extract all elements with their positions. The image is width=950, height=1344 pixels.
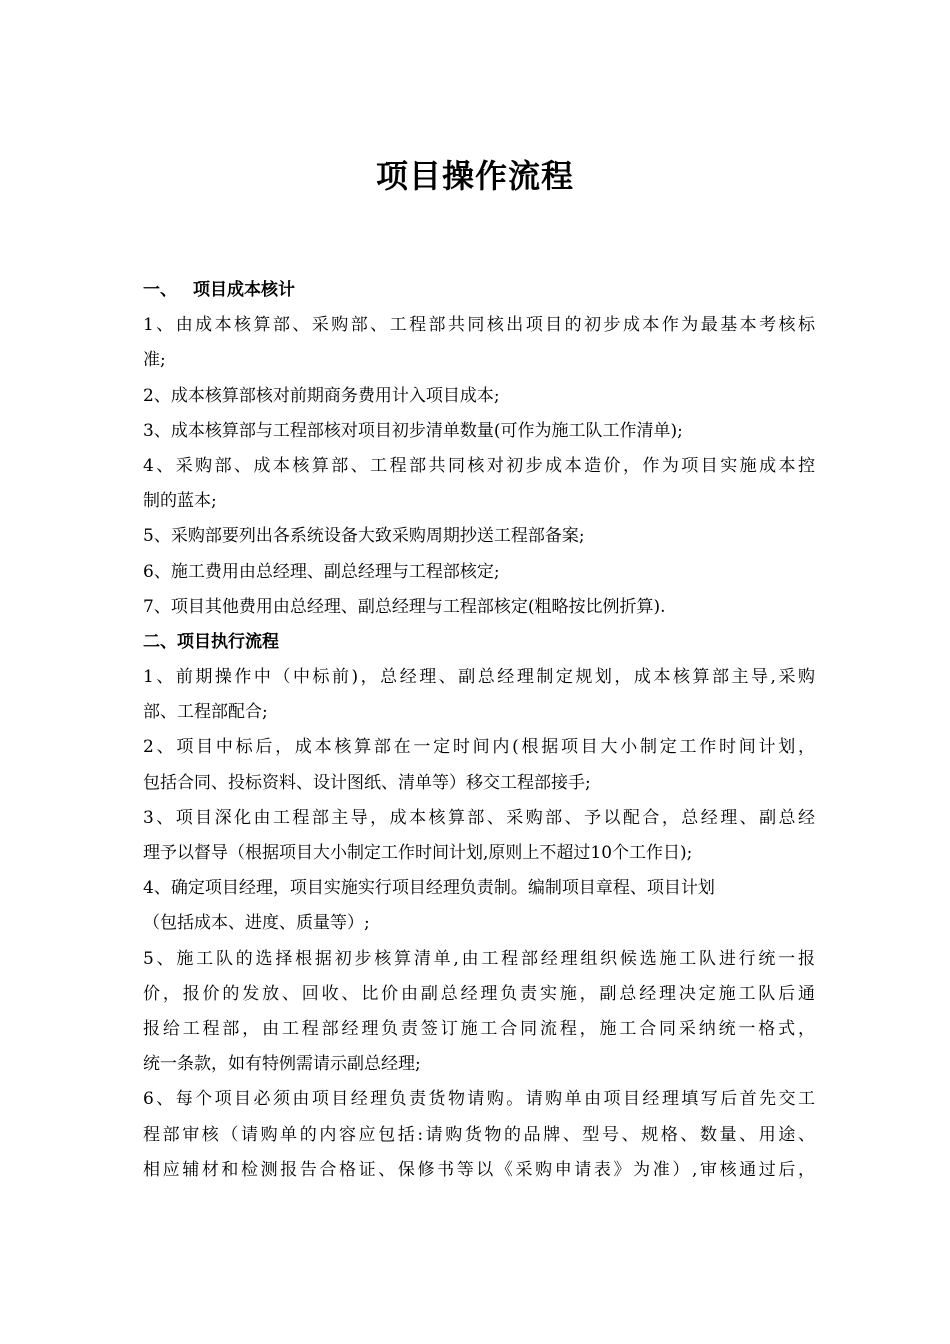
paragraph-line: （包括成本、进度、质量等）; <box>143 913 370 934</box>
paragraph-line: 价，报价的发放、回收、比价由副总经理负责实施，副总经理决定施工队后通 <box>143 983 815 1004</box>
page-title: 项目操作流程 <box>375 157 574 195</box>
paragraph-line: 包括合同、投标资料、设计图纸、清单等）移交工程部接手; <box>143 772 591 793</box>
section-number: 一、 <box>143 280 177 300</box>
section-heading-cost-accounting <box>143 273 815 308</box>
paragraph-line: 2、项目中标后，成本核算部在一定时间内(根据项目大小制定工作时间计划， <box>143 737 815 758</box>
paragraph-line: 1、前期操作中（中标前)，总经理、副总经理制定规划，成本核算部主导,采购 <box>143 667 815 688</box>
paragraph-line: 7、项目其他费用由总经理、副总经理与工程部核定(粗略按比例折算). <box>143 596 666 617</box>
paragraph-line: 1、由成本核算部、采购部、工程部共同核出项目的初步成本作为最基本考核标 <box>143 315 815 336</box>
paragraph-line: 3、项目深化由工程部主导，成本核算部、采购部、予以配合，总经理、副总经 <box>143 807 815 828</box>
paragraph-line: 制的蓝本; <box>143 491 217 512</box>
paragraph-line: 部、工程部配合; <box>143 702 268 723</box>
paragraph-line: 5、采购部要列出各系统设备大致采购周期抄送工程部备案; <box>143 526 585 547</box>
paragraph-line: 统一条款，如有特例需请示副总经理; <box>143 1054 421 1075</box>
paragraph-line: 2、成本核算部核对前期商务费用计入项目成本; <box>143 385 500 406</box>
paragraph-line: 报给工程部，由工程部经理负责签订施工合同流程，施工合同采纳统一格式， <box>143 1018 815 1039</box>
paragraph-line: 4、采购部、成本核算部、工程部共同核对初步成本造价，作为项目实施成本控 <box>143 455 815 476</box>
paragraph-line: 6、施工费用由总经理、副总经理与工程部核定; <box>143 561 500 582</box>
paragraph-line: 5、施工队的选择根据初步核算清单,由工程部经理组织候选施工队进行统一报 <box>143 948 815 969</box>
paragraph-line: 3、成本核算部与工程部核对项目初步清单数量(可作为施工队工作清单); <box>143 420 683 441</box>
paragraph-line: 4、确定项目经理，项目实施实行项目经理负责制。编制项目章程、项目计划 <box>143 878 715 899</box>
document-body <box>143 273 815 1188</box>
paragraph-line: 程部审核（请购单的内容应包括:请购货物的品牌、型号、规格、数量、用途、 <box>143 1124 815 1145</box>
paragraph-line: 理予以督导（根据项目大小制定工作时间计划,原则上不超过10个工作日); <box>143 843 693 863</box>
paragraph-line: 6、每个项目必须由项目经理负责货物请购。请购单由项目经理填写后首先交工 <box>143 1089 815 1110</box>
paragraph-line: 相应辅材和检测报告合格证、保修书等以《采购申请表》为准）,审核通过后， <box>143 1159 815 1180</box>
section-title: 项目成本核计 <box>193 280 295 300</box>
paragraph-line: 准; <box>143 350 166 371</box>
section-heading-execution-flow: 二、项目执行流程 <box>143 631 279 652</box>
